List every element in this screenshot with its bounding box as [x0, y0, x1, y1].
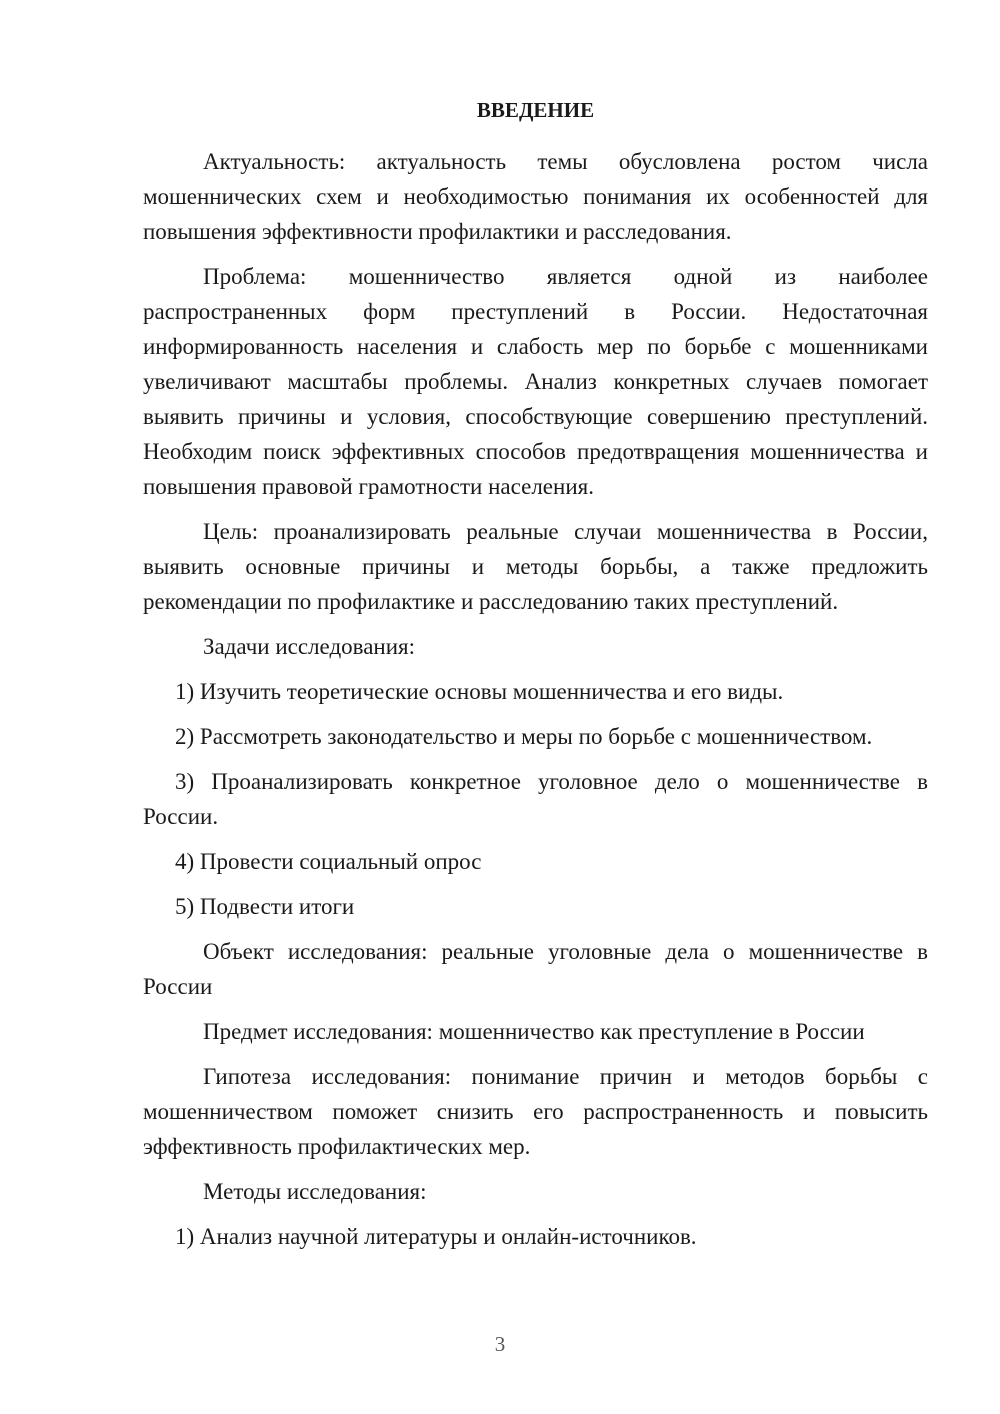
paragraph-relevance: Актуальность: актуальность темы обусловлена ростом числа мошеннических схем и необходимостью понимания их особенностей для повышения эффективности профилактики и расследования. — [143, 149, 928, 244]
task-item: 5) Подвести итоги — [175, 894, 355, 919]
task-item: 3) Проанализировать конкретное уголовное дело о мошенничестве в России. — [143, 769, 928, 829]
document-page — [143, 93, 928, 1264]
method-item: 1) Анализ научной литературы и онлайн-источников. — [175, 1224, 697, 1249]
section-title: ВВЕДЕНИЕ — [476, 98, 595, 122]
paragraph-tasks-heading: Задачи исследования: — [203, 634, 416, 659]
paragraph-subject: Предмет исследования: мошенничество как преступление в России — [203, 1019, 865, 1044]
paragraph-methods-heading: Методы исследования: — [203, 1179, 427, 1204]
page-number: 3 — [494, 1332, 506, 1356]
task-item: 2) Рассмотреть законодательство и меры по борьбе с мошенничеством. — [175, 724, 873, 749]
task-item: 1) Изучить теоретические основы мошенничества и его виды. — [175, 679, 784, 704]
task-item: 4) Провести социальный опрос — [175, 849, 482, 874]
paragraph-hypothesis: Гипотеза исследования: понимание причин и методов борьбы с мошенничеством поможет снизить его распространенность и повысить эффективность профилактических мер. — [143, 1064, 928, 1159]
paragraph-goal: Цель: проанализировать реальные случаи мошенничества в России, выявить основные причины и методы борьбы, а также предложить рекомендации по профилактике и расследованию таких преступлений. — [143, 519, 928, 614]
paragraph-problem: Проблема: мошенничество является одной из наиболее распространенных форм преступлений в России. Недостаточная информированность населения и слабость мер по борьбе с мошенниками увеличивают масштабы проблемы. Анализ конкретных случаев помогает выявить причины и условия, способствующие совершению преступлений. Необходим поиск эффективных способов предотвращения мошенничества и повышения правовой грамотности населения. — [143, 264, 928, 499]
paragraph-object: Объект исследования: реальные уголовные дела о мошенничестве в России — [143, 939, 928, 999]
